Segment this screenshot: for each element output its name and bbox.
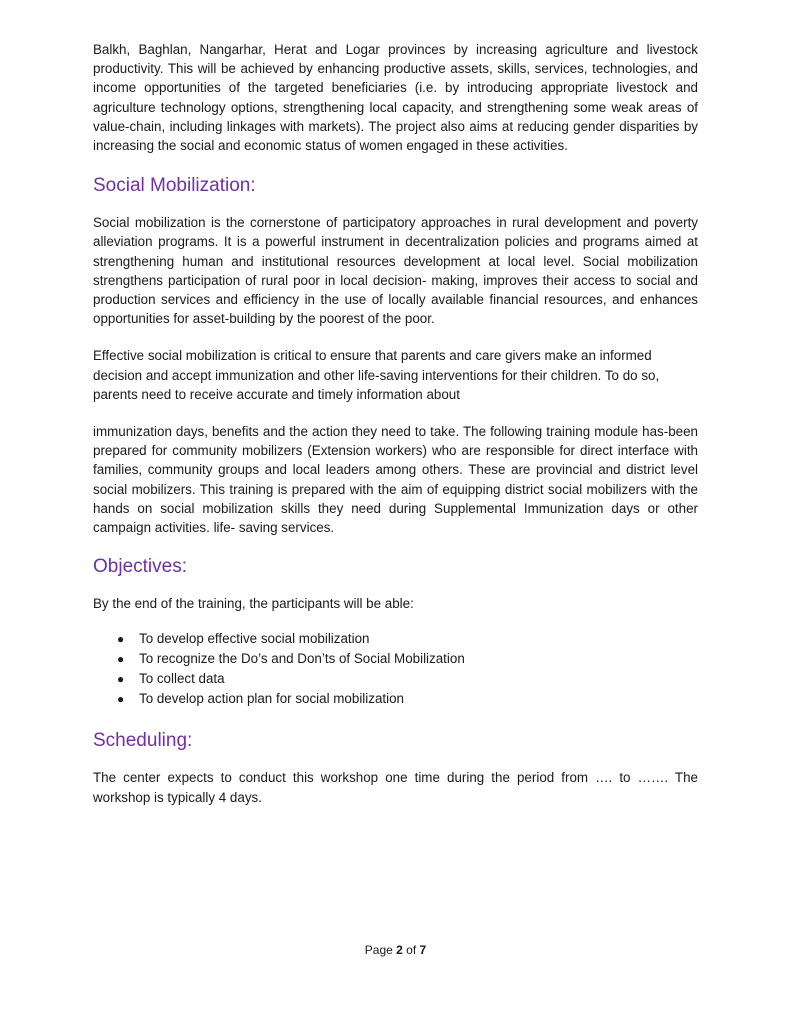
list-item-text: To develop effective social mobilization bbox=[139, 631, 370, 647]
scheduling-heading: Scheduling: bbox=[93, 730, 193, 752]
social-mobilization-paragraph-2: Effective social mobilization is critical to ensure that parents and care givers make an informed decision and accept immunization and other life-saving interventions for their children. To do so, parents need to receive accurate and timely information about bbox=[93, 348, 660, 402]
bullet-icon: ● bbox=[117, 632, 125, 647]
list-item-text: To collect data bbox=[139, 671, 225, 687]
social-mobilization-paragraph-1: Social mobilization is the cornerstone of participatory approaches in rural development and poverty alleviation programs. It is a powerful instrument in decentralization policies and programs aimed at strengthening human and institutional resources development at local level. Social mobilization strengthens participation of rural poor in local decision- making, improves their access to social and production services and efficiency in the use of locally available financial resources, and enhances opportunities for asset-building by the poorest of the poor. bbox=[93, 215, 698, 327]
list-item bbox=[117, 629, 698, 649]
list-item bbox=[117, 689, 698, 709]
list-item-text: To recognize the Do’s and Don’ts of Social Mobilization bbox=[139, 651, 465, 667]
objectives-intro: By the end of the training, the participants will be able: bbox=[93, 596, 414, 612]
list-item-text: To develop action plan for social mobilization bbox=[139, 691, 404, 707]
footer-of-word: of bbox=[406, 943, 417, 957]
bullet-icon: ● bbox=[117, 652, 125, 667]
social-mobilization-heading: Social Mobilization: bbox=[93, 175, 256, 197]
list-item bbox=[117, 669, 698, 689]
objectives-list bbox=[93, 629, 698, 709]
page-footer bbox=[0, 943, 791, 957]
objectives-heading: Objectives: bbox=[93, 556, 187, 578]
footer-page-word: Page bbox=[364, 943, 393, 957]
list-item bbox=[117, 649, 698, 669]
footer-current-page: 2 bbox=[396, 943, 403, 957]
scheduling-paragraph: The center expects to conduct this workshop one time during the period from …. to ……. The workshop is typically 4 days. bbox=[93, 770, 698, 805]
bullet-icon: ● bbox=[117, 672, 125, 687]
bullet-icon: ● bbox=[117, 692, 125, 707]
intro-paragraph: Balkh, Baghlan, Nangarhar, Herat and Logar provinces by increasing agriculture and livestock productivity. This will be achieved by enhancing productive assets, skills, services, technologies, and income opportunities of the targeted beneficiaries (i.e. by introducing appropriate livestock and agriculture technology options, strengthening local capacity, and strengthening some weak areas of value-chain, including linkages with markets). The project also aims at reducing gender disparities by increasing the social and economic status of women engaged in these activities. bbox=[93, 42, 698, 154]
social-mobilization-paragraph-3: immunization days, benefits and the action they need to take. The following training module has-been prepared for community mobilizers (Extension workers) who are responsible for direct interface with families, community groups and local leaders among others. These are provincial and district level social mobilizers. This training is prepared with the aim of equipping district social mobilizers with the hands on social mobilization skills they need during Supplemental Immunization days or other campaign activities. life- saving services. bbox=[93, 424, 698, 536]
footer-total-pages: 7 bbox=[419, 943, 427, 957]
document-page bbox=[93, 40, 698, 807]
